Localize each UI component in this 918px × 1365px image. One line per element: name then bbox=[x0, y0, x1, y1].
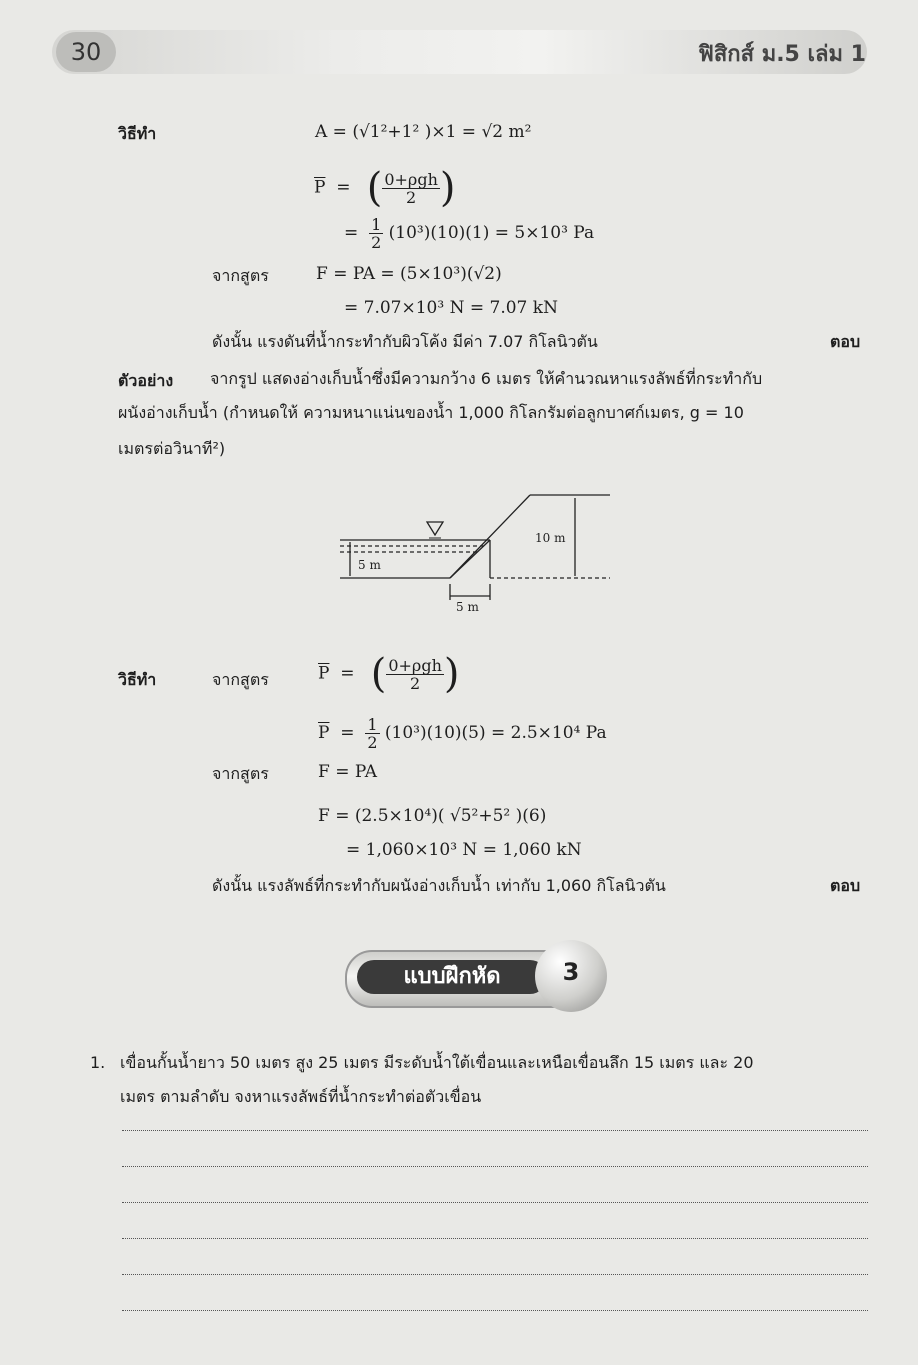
question-line-2: เมตร ตามลำดับ จงหาแรงลัพธ์ที่น้ำกระทำต่อตัวเขื่อน bbox=[120, 1087, 482, 1106]
label-10m: 10 m bbox=[535, 531, 566, 545]
area-equation: A = (√1²+1² )×1 = √2 m² bbox=[315, 122, 532, 142]
pressure-calc-2: $\overline{P}$ = $\frac{1}{2}$ (10³)(10)(5) = 2.5×10⁴ Pa bbox=[318, 715, 607, 752]
answer-line bbox=[122, 1166, 868, 1167]
from-formula-label: จากสูตร bbox=[212, 266, 269, 285]
answer-line bbox=[122, 1130, 868, 1131]
label-5m-base: 5 m bbox=[456, 600, 479, 614]
example-line-3: เมตรต่อวินาที²) bbox=[118, 439, 226, 458]
question-number: 1. bbox=[90, 1053, 106, 1072]
example-line-1: จากรูป แสดงอ่างเก็บน้ำซึ่งมีความกว้าง 6 เมตร ให้คำนวณหาแรงลัพธ์ที่กระทำกับ bbox=[210, 369, 763, 388]
answer-line bbox=[122, 1202, 868, 1203]
force-result-2: = 1,060×10³ N = 1,060 kN bbox=[346, 840, 582, 860]
page-number: 30 bbox=[56, 32, 116, 72]
pressure-calc: = $\frac{1}{2}$ (10³)(10)(1) = 5×10³ Pa bbox=[344, 215, 595, 252]
book-title: ฟิสิกส์ ม.5 เล่ม 1 bbox=[698, 42, 866, 67]
answer-line bbox=[122, 1238, 868, 1239]
example-label: ตัวอย่าง bbox=[118, 371, 174, 390]
exercise-badge bbox=[345, 940, 607, 1014]
conclusion-text: ดังนั้น แรงดันที่น้ำกระทำกับผิวโค้ง มีค่า 7.07 กิโลนิวตัน bbox=[212, 332, 598, 351]
reservoir-diagram bbox=[330, 488, 620, 618]
solution-label-2: วิธีทำ bbox=[118, 670, 157, 689]
exercise-badge-label: แบบฝึกหัด bbox=[357, 960, 547, 994]
answer-line bbox=[122, 1310, 868, 1311]
answer-label: ตอบ bbox=[830, 332, 861, 351]
from-formula-label-2: จากสูตร bbox=[212, 670, 269, 689]
pressure-average-eq-2: $\overline{P}$ = ( $\frac{\text{0+ρgh}}{2}$ ) bbox=[318, 651, 460, 697]
force-formula-2: F = PA bbox=[318, 762, 378, 782]
question-line-1: เขื่อนกั้นน้ำยาว 50 เมตร สูง 25 เมตร มีระดับน้ำใต้เขื่อนและเหนือเขื่อนลึก 15 เมตร และ 20 bbox=[120, 1053, 754, 1072]
force-substitution-2: F = (2.5×10⁴)( √5²+5² )(6) bbox=[318, 806, 547, 826]
exercise-badge-number: 3 bbox=[562, 958, 580, 986]
label-5m-depth: 5 m bbox=[358, 558, 381, 572]
answer-line bbox=[122, 1274, 868, 1275]
from-formula-label-3: จากสูตร bbox=[212, 764, 269, 783]
conclusion-text-2: ดังนั้น แรงลัพธ์ที่กระทำกับผนังอ่างเก็บน้ำ เท่ากับ 1,060 กิโลนิวตัน bbox=[212, 876, 666, 895]
pressure-average-eq: $\overline{P}$ = ( $\frac{\text{0+ρgh}}{2}$ ) bbox=[314, 165, 456, 211]
force-result: = 7.07×10³ N = 7.07 kN bbox=[344, 298, 558, 318]
solution-label: วิธีทำ bbox=[118, 124, 157, 143]
force-equation: F = PA = (5×10³)(√2) bbox=[316, 264, 502, 284]
example-line-2: ผนังอ่างเก็บน้ำ (กำหนดให้ ความหนาแน่นของน้ำ 1,000 กิโลกรัมต่อลูกบาศก์เมตร, g = 10 bbox=[118, 403, 744, 422]
answer-label-2: ตอบ bbox=[830, 876, 861, 895]
